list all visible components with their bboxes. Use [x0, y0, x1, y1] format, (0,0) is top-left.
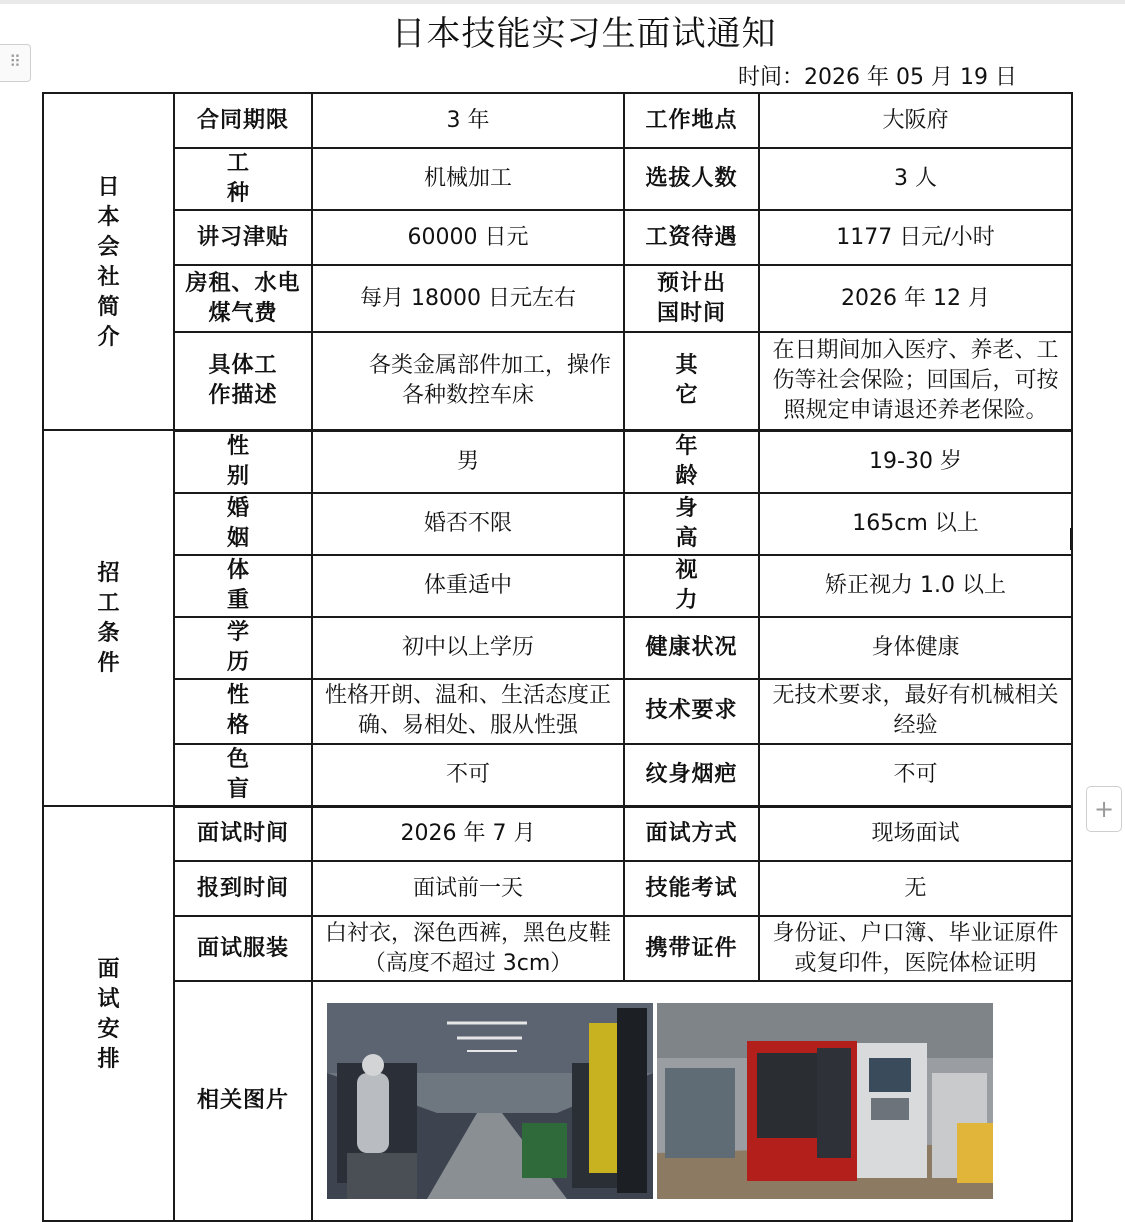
skill-value: 无技术要求，最好有机械相关经验	[759, 679, 1072, 744]
wage-value: 1177 日元/小时	[759, 210, 1072, 265]
location-value: 大阪府	[759, 93, 1072, 148]
table-row	[43, 332, 1072, 430]
weight-value: 体重适中	[312, 555, 624, 617]
factory-aisle-photo	[327, 1003, 653, 1199]
interview-method-value: 现场面试	[759, 806, 1072, 861]
table-row	[43, 744, 1072, 807]
add-row-button[interactable]	[1086, 786, 1122, 832]
table-row	[43, 555, 1072, 617]
location-label: 工作地点	[624, 93, 759, 148]
age-label: 年 龄	[624, 430, 759, 493]
documents-value: 身份证、户口簿、毕业证原件或复印件，医院体检证明	[759, 916, 1072, 981]
interview-method-label: 面试方式	[624, 806, 759, 861]
contract-value: 3 年	[312, 93, 624, 148]
report-label: 报到时间	[174, 861, 312, 916]
table-row	[43, 93, 1072, 148]
drag-handle-icon[interactable]: ⠿	[0, 44, 31, 82]
education-value: 初中以上学历	[312, 617, 624, 679]
other-label: 其 它	[624, 332, 759, 430]
job-type-label: 工 种	[174, 148, 312, 210]
height-value: 165cm 以上	[759, 493, 1072, 555]
dress-label: 面试服装	[174, 916, 312, 981]
table-row	[43, 861, 1072, 916]
rent-value: 每月 18000 日元左右	[312, 265, 624, 332]
departure-label: 预计出国时间	[624, 265, 759, 332]
departure-value: 2026 年 12 月	[759, 265, 1072, 332]
documents-label: 携带证件	[624, 916, 759, 981]
notice-date: 时间：2026 年 05 月 19 日	[738, 65, 1017, 90]
plus-icon: +	[1093, 795, 1115, 823]
rent-label: 房租、水电煤气费	[174, 265, 312, 332]
colorblind-label: 色 盲	[174, 744, 312, 807]
colorblind-value: 不可	[312, 744, 624, 807]
other-value: 在日期间加入医疗、养老、工伤等社会保险；回国后，可按照规定申请退还养老保险。	[759, 332, 1072, 430]
notice-table	[42, 92, 1073, 1222]
cnc-machines-photo	[657, 1003, 993, 1199]
photo-strip	[327, 1003, 993, 1199]
dress-value: 白衬衣，深色西裤，黑色皮鞋（高度不超过 3cm）	[312, 916, 624, 981]
gender-value: 男	[312, 430, 624, 493]
photos-cell	[312, 981, 1072, 1221]
personality-value: 性格开朗、温和、生活态度正确、易相处、服从性强	[312, 679, 624, 744]
table-row	[43, 916, 1072, 981]
table-row	[43, 210, 1072, 265]
headcount-label: 选拔人数	[624, 148, 759, 210]
personality-label: 性 格	[174, 679, 312, 744]
interview-time-value: 2026 年 7 月	[312, 806, 624, 861]
skill-label: 技术要求	[624, 679, 759, 744]
exam-value: 无	[759, 861, 1072, 916]
tattoo-value: 不可	[759, 744, 1072, 807]
tattoo-label: 纹身烟疤	[624, 744, 759, 807]
vision-value: 矫正视力 1.0 以上	[759, 555, 1072, 617]
factory-photos	[327, 1003, 993, 1199]
age-value: 19-30 岁	[759, 430, 1072, 493]
contract-label: 合同期限	[174, 93, 312, 148]
headcount-value: 3 人	[759, 148, 1072, 210]
health-label: 健康状况	[624, 617, 759, 679]
table-row	[43, 679, 1072, 744]
table-row	[43, 265, 1072, 332]
marriage-label: 婚 姻	[174, 493, 312, 555]
interview-time-label: 面试时间	[174, 806, 312, 861]
vision-label: 视 力	[624, 555, 759, 617]
table-row	[43, 981, 1072, 1221]
page-title: 日本技能实习生面试通知	[391, 14, 777, 54]
wage-label: 工资待遇	[624, 210, 759, 265]
desc-value: 各类金属部件加工，操作各种数控车床	[312, 332, 624, 430]
section-company: 日本会社简介	[43, 93, 174, 430]
desc-label: 具体工作描述	[174, 332, 312, 430]
table-row	[43, 493, 1072, 555]
table-row	[43, 148, 1072, 210]
marriage-value: 婚否不限	[312, 493, 624, 555]
table-row	[43, 430, 1072, 493]
table-row	[43, 617, 1072, 679]
education-label: 学 历	[174, 617, 312, 679]
section-conditions: 招工条件	[43, 430, 174, 806]
photos-label: 相关图片	[174, 981, 312, 1221]
allowance-value: 60000 日元	[312, 210, 624, 265]
allowance-label: 讲习津贴	[174, 210, 312, 265]
exam-label: 技能考试	[624, 861, 759, 916]
weight-label: 体 重	[174, 555, 312, 617]
report-value: 面试前一天	[312, 861, 624, 916]
health-value: 身体健康	[759, 617, 1072, 679]
section-interview: 面试安排	[43, 806, 174, 1221]
top-border	[0, 0, 1125, 4]
job-type-value: 机械加工	[312, 148, 624, 210]
gender-label: 性 别	[174, 430, 312, 493]
table-row	[43, 806, 1072, 861]
height-label: 身 高	[624, 493, 759, 555]
